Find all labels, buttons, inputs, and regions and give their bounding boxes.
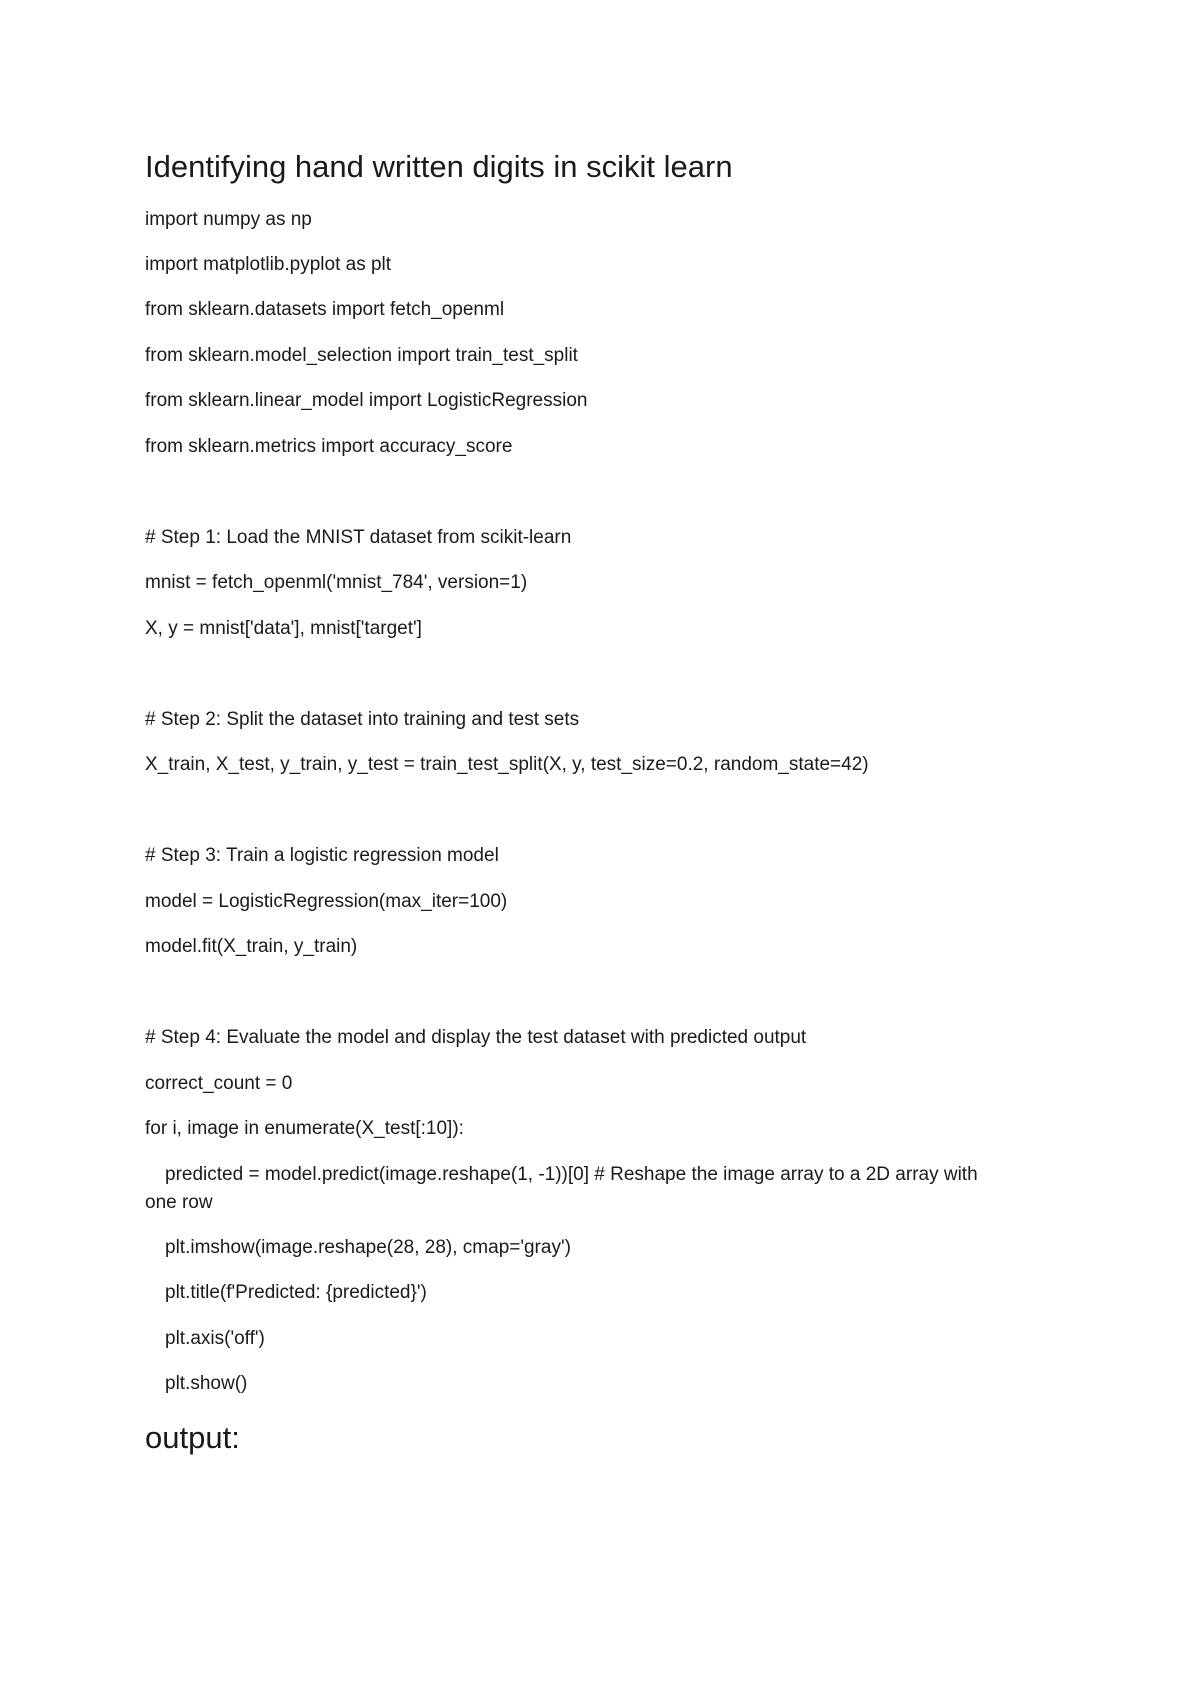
code-line-model-fit: model.fit(X_train, y_train) — [145, 936, 358, 957]
code-comment-step-2: # Step 2: Split the dataset into training and test sets — [145, 709, 580, 730]
output-heading: output: — [145, 1420, 240, 1455]
code-line-predict-continued: one row — [145, 1192, 213, 1213]
code-line-import-accuracy-score: from sklearn.metrics import accuracy_score — [145, 436, 513, 457]
code-comment-step-3: # Step 3: Train a logistic regression model — [145, 845, 499, 866]
code-line-for-loop: for i, image in enumerate(X_test[:10]): — [145, 1118, 464, 1139]
code-line-imshow: plt.imshow(image.reshape(28, 28), cmap='gray') — [165, 1237, 571, 1258]
code-line-train-test-split: X_train, X_test, y_train, y_test = train_test_split(X, y, test_size=0.2, random_state=42) — [145, 754, 869, 775]
code-comment-step-1: # Step 1: Load the MNIST dataset from scikit-learn — [145, 527, 572, 548]
code-line-predict: predicted = model.predict(image.reshape(1, -1))[0] # Reshape the image array to a 2D array with — [165, 1164, 978, 1185]
code-line-import-train-test-split: from sklearn.model_selection import train_test_split — [145, 345, 578, 366]
code-comment-step-4: # Step 4: Evaluate the model and display the test dataset with predicted output — [145, 1027, 807, 1048]
code-line-import-logistic-regression: from sklearn.linear_model import LogisticRegression — [145, 390, 588, 411]
code-line-plt-axis: plt.axis('off') — [165, 1328, 265, 1349]
code-line-import-numpy: import numpy as np — [145, 209, 312, 230]
code-line-create-model: model = LogisticRegression(max_iter=100) — [145, 891, 508, 912]
code-line-correct-count: correct_count = 0 — [145, 1073, 293, 1094]
code-line-plt-show: plt.show() — [165, 1373, 248, 1394]
code-line-import-matplotlib: import matplotlib.pyplot as plt — [145, 254, 392, 275]
code-line-plt-title: plt.title(f'Predicted: {predicted}') — [165, 1282, 427, 1303]
document-title: Identifying hand written digits in scikit learn — [145, 149, 733, 184]
code-line-assign-x-y: X, y = mnist['data'], mnist['target'] — [145, 618, 422, 639]
code-line-import-fetch-openml: from sklearn.datasets import fetch_openml — [145, 299, 505, 320]
code-line-fetch-mnist: mnist = fetch_openml('mnist_784', version=1) — [145, 572, 528, 593]
